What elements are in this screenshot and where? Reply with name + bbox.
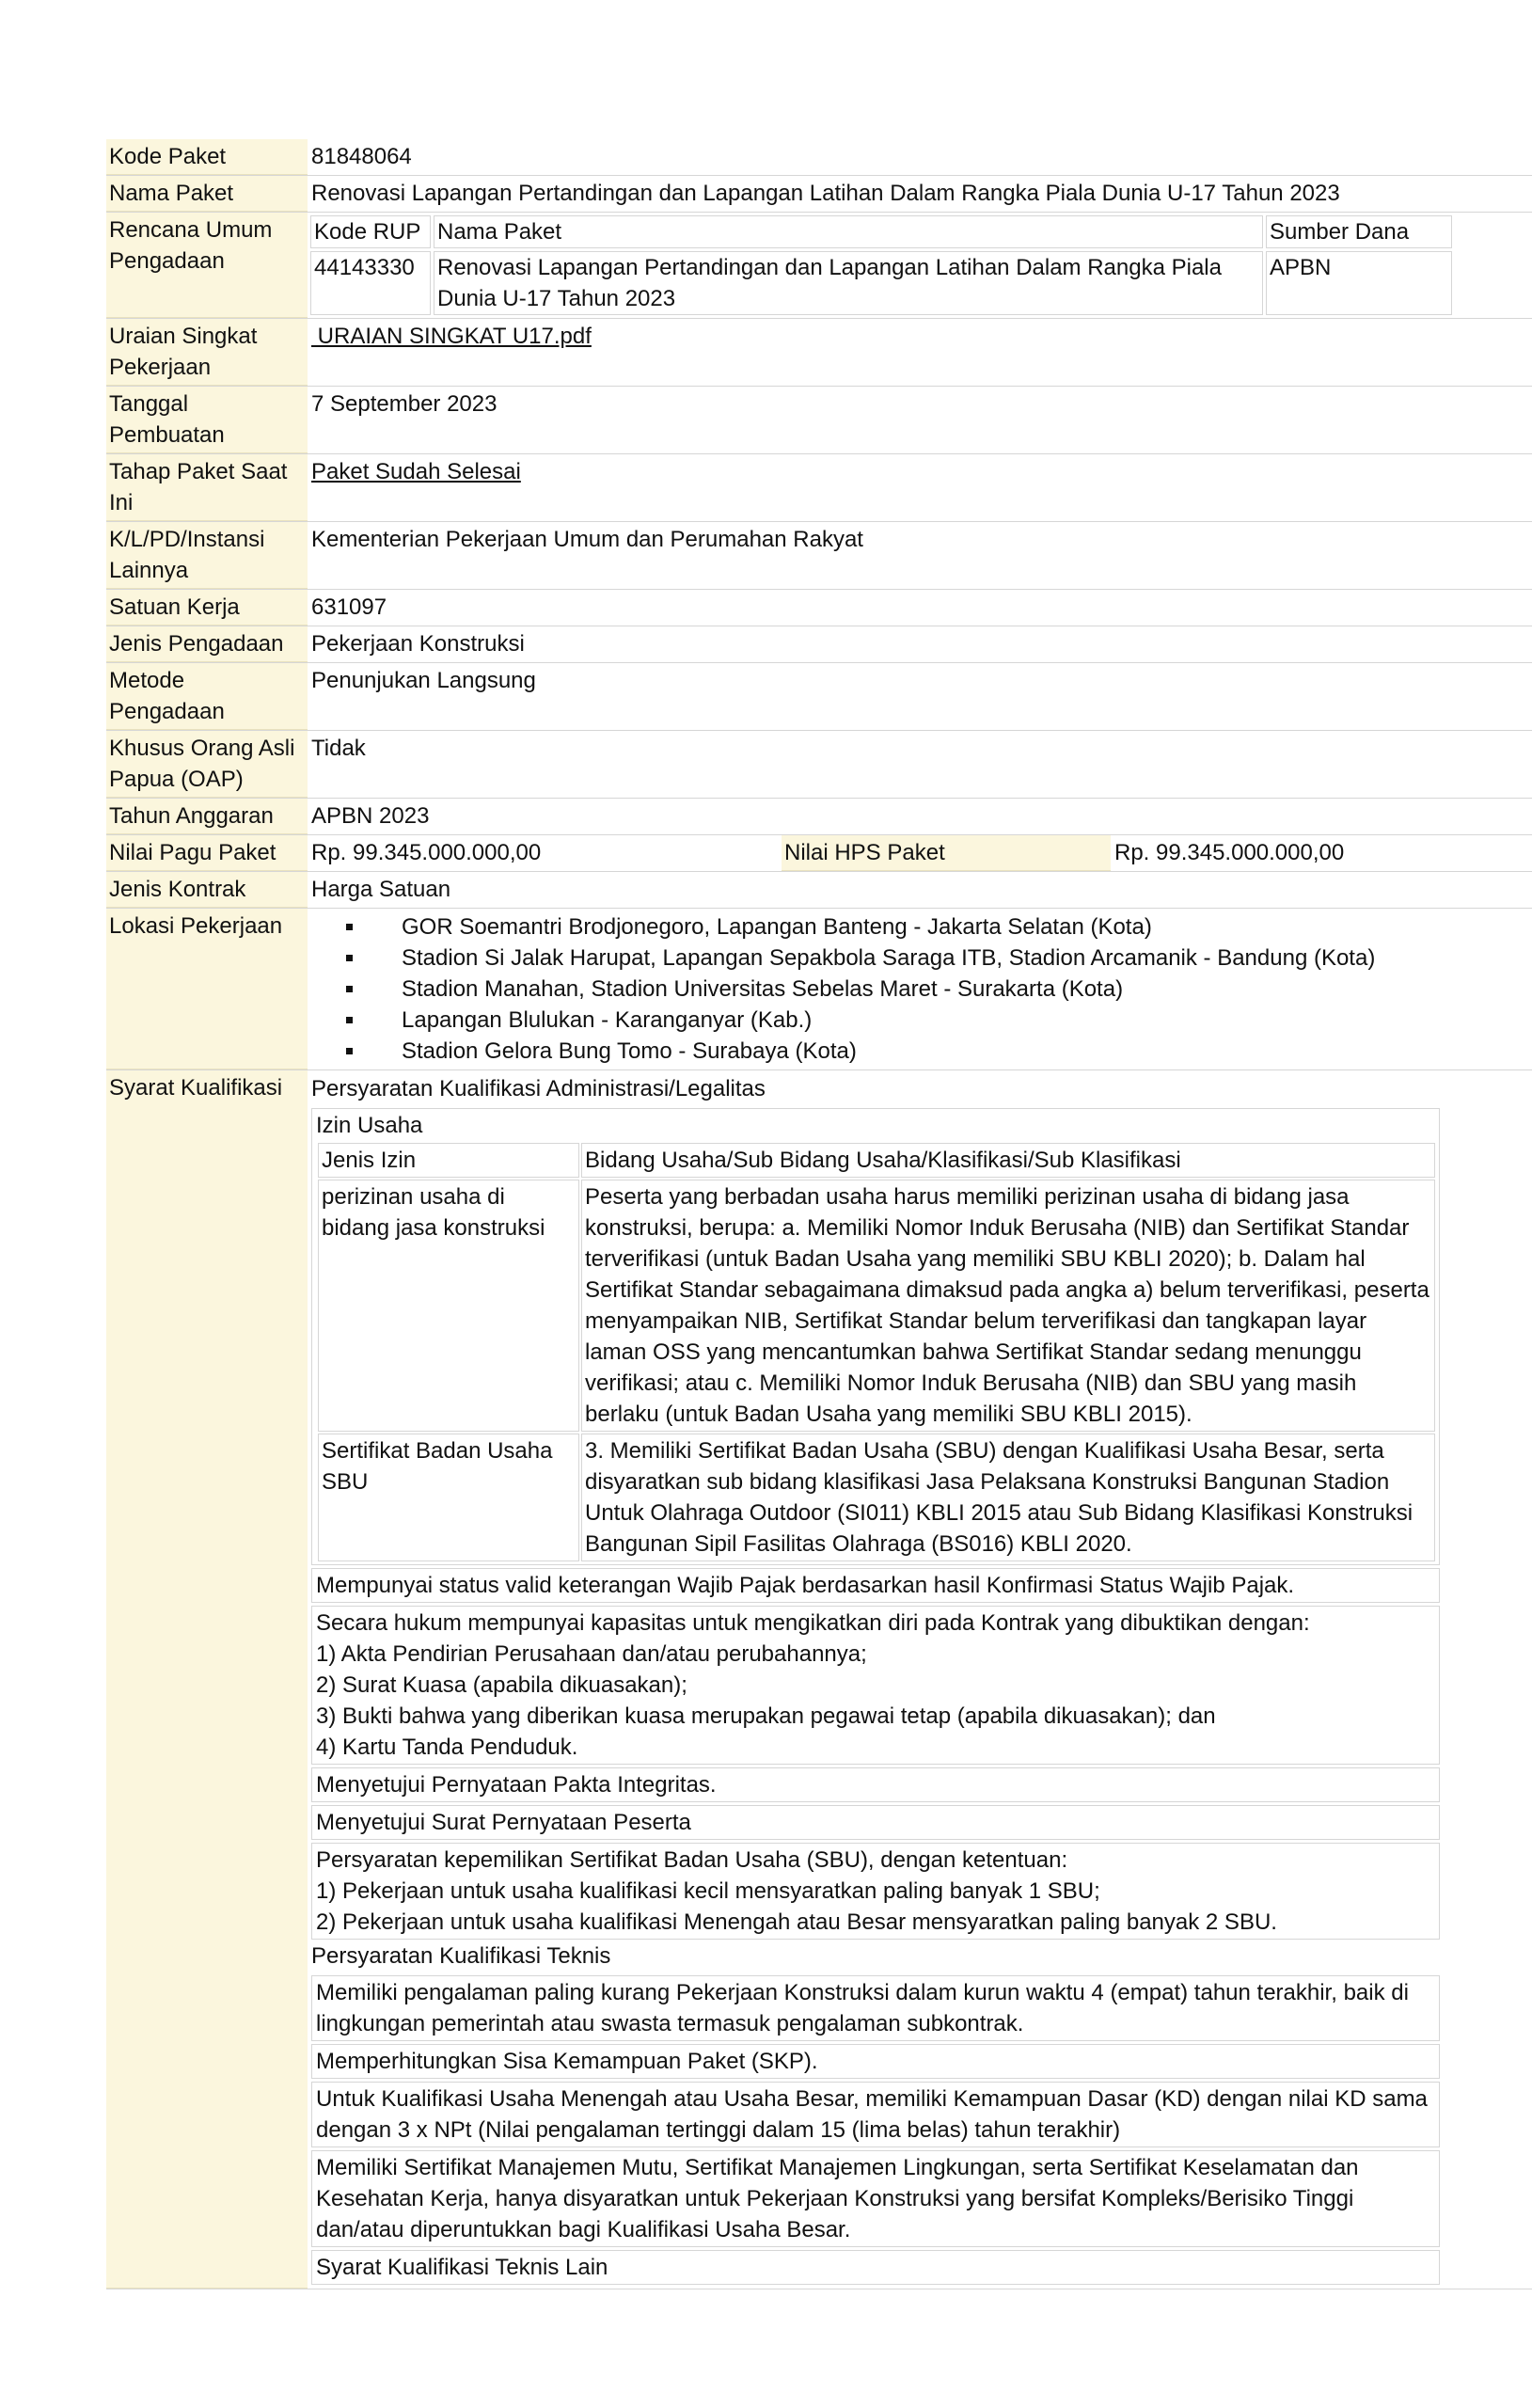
label: Nilai Pagu Paket <box>106 835 308 871</box>
hps-value: Rp. 99.345.000.000,00 <box>1114 840 1345 865</box>
label: Jenis Kontrak <box>106 872 308 908</box>
row-syarat-kualifikasi <box>106 1070 1532 2289</box>
label: Syarat Kualifikasi <box>106 1070 308 2289</box>
row-nilai-pagu <box>106 835 1532 872</box>
pagu-value: Rp. 99.345.000.000,00 <box>311 840 542 865</box>
lokasi-item: ▪ Stadion Si Jalak Harupat, Lapangan Sepakbola Saraga ITB, Stadion Arcamanik - Bandung (Kota) <box>366 943 1528 974</box>
admin-section-title: Persyaratan Kualifikasi Administrasi/Legalitas <box>311 1076 766 1101</box>
admin-item: Secara hukum mempunyai kapasitas untuk mengikatkan diri pada Kontrak yang dibuktikan dengan: 1) Akta Pendirian Perusahaan dan/atau perubahannya; 2) Surat Kuasa (apabila dikuasakan); 3) Bukti bahwa yang diberikan kuasa merupakan pegawai tetap (apabila dikuasakan); dan 4) Kartu Tanda Penduduk. <box>311 1606 1440 1765</box>
row-tahap <box>106 454 1532 522</box>
rup-header-kode: Kode RUP <box>310 215 431 248</box>
hps-label: Nilai HPS Paket <box>782 835 1111 871</box>
value: 81848064 <box>311 144 412 169</box>
izin-usaha-title: Izin Usaha <box>316 1113 423 1138</box>
lokasi-item: ▪ Stadion Manahan, Stadion Universitas Sebelas Maret - Surakarta (Kota) <box>366 974 1528 1005</box>
label: K/L/PD/Instansi Lainnya <box>106 522 308 589</box>
row-kode-paket <box>106 139 1532 176</box>
lokasi-list <box>311 911 1528 1067</box>
lokasi-item: ▪ Stadion Gelora Bung Tomo - Surabaya (Kota) <box>366 1036 1528 1067</box>
tahap-link[interactable]: Paket Sudah Selesai <box>311 459 521 484</box>
teknis-item: Memperhitungkan Sisa Kemampuan Paket (SKP). <box>311 2044 1440 2079</box>
value: Harga Satuan <box>311 877 451 902</box>
row-uraian <box>106 319 1532 387</box>
rup-table-wrap <box>308 213 1532 318</box>
teknis-item: Untuk Kualifikasi Usaha Menengah atau Usaha Besar, memiliki Kemampuan Dasar (KD) dengan nilai KD sama dengan 3 x NPt (Nilai pengalaman tertinggi dalam 15 (lima belas) tahun terakhir) <box>311 2082 1440 2147</box>
row-tanggal <box>106 387 1532 454</box>
label: Khusus Orang Asli Papua (OAP) <box>106 731 308 798</box>
rup-nama: Renovasi Lapangan Pertandingan dan Lapangan Latihan Dalam Rangka Piala Dunia U-17 Tahun 2023 <box>434 251 1263 315</box>
package-detail <box>106 139 1532 2289</box>
rup-header-nama: Nama Paket <box>434 215 1263 248</box>
label: Tahun Anggaran <box>106 799 308 834</box>
label: Nama Paket <box>106 176 308 212</box>
izin-usaha-table <box>316 1141 1437 1563</box>
rup-kode: 44143330 <box>310 251 431 315</box>
rup-sumber: APBN <box>1266 251 1452 315</box>
uraian-file-link[interactable]: URAIAN SINGKAT U17.pdf <box>311 324 592 349</box>
lokasi-item: ▪ Lapangan Blulukan - Karanganyar (Kab.) <box>366 1005 1528 1036</box>
admin-item: Persyaratan kepemilikan Sertifikat Badan Usaha (SBU), dengan ketentuan: 1) Pekerjaan untuk usaha kualifikasi kecil mensyaratkan paling banyak 1 SBU; 2) Pekerjaan untuk usaha kualifikasi Menengah atau Besar mensyaratkan paling banyak 2 SBU. <box>311 1843 1440 1940</box>
lokasi-item: ▪ GOR Soemantri Brodjonegoro, Lapangan Banteng - Jakarta Selatan (Kota) <box>366 911 1528 943</box>
value: Penunjukan Langsung <box>311 668 536 693</box>
izin-jenis: perizinan usaha di bidang jasa konstruksi <box>318 1180 579 1432</box>
row-jenis-kontrak <box>106 872 1532 909</box>
value: 7 September 2023 <box>311 391 498 417</box>
rup-table <box>308 213 1455 318</box>
row-rup <box>106 213 1532 319</box>
izin-header-jenis: Jenis Izin <box>318 1143 579 1178</box>
value: Tidak <box>311 736 366 761</box>
row-nama-paket <box>106 176 1532 213</box>
label: Kode Paket <box>106 139 308 175</box>
row-lokasi <box>106 909 1532 1070</box>
row-tahun-anggaran <box>106 799 1532 835</box>
label: Satuan Kerja <box>106 590 308 626</box>
teknis-item: Memiliki pengalaman paling kurang Pekerjaan Konstruksi dalam kurun waktu 4 (empat) tahun terakhir, baik di lingkungan pemerintah atau swasta termasuk pengalaman subkontrak. <box>311 1975 1440 2041</box>
value: 631097 <box>311 594 387 620</box>
row-metode <box>106 663 1532 731</box>
label: Lokasi Pekerjaan <box>106 909 308 1069</box>
teknis-item: Memiliki Sertifikat Manajemen Mutu, Sertifikat Manajemen Lingkungan, serta Sertifikat Keselamatan dan Kesehatan Kerja, hanya disyaratkan untuk Pekerjaan Konstruksi yang bersifat Kompleks/Berisiko Tinggi dan/atau diperuntukkan bagi Kualifikasi Usaha Besar. <box>311 2150 1440 2247</box>
value: APBN 2023 <box>311 803 430 829</box>
row-jenis-pengadaan <box>106 626 1532 663</box>
izin-jenis: Sertifikat Badan Usaha SBU <box>318 1434 579 1561</box>
izin-bidang: 3. Memiliki Sertifikat Badan Usaha (SBU) dengan Kualifikasi Usaha Besar, serta disyaratkan sub bidang klasifikasi Jasa Pelaksana Konstruksi Bangunan Stadion Untuk Olahraga Outdoor (SI011) KBLI 2015 atau Sub Bidang Klasifikasi Konstruksi Bangunan Sipil Fasilitas Olahraga (BS016) KBLI 2020. <box>581 1434 1435 1561</box>
value: Pekerjaan Konstruksi <box>311 631 525 657</box>
row-oap <box>106 731 1532 799</box>
label: Metode Pengadaan <box>106 663 308 730</box>
teknis-section-title: Persyaratan Kualifikasi Teknis <box>311 1943 611 1969</box>
izin-header-bidang: Bidang Usaha/Sub Bidang Usaha/Klasifikasi/Sub Klasifikasi <box>581 1143 1435 1178</box>
value: Kementerian Pekerjaan Umum dan Perumahan Rakyat <box>311 527 863 552</box>
row-klpd <box>106 522 1532 590</box>
izin-bidang: Peserta yang berbadan usaha harus memiliki perizinan usaha di bidang jasa konstruksi, berupa: a. Memiliki Nomor Induk Berusaha (NIB) dan Sertifikat Standar terverifikasi (untuk Badan Usaha yang memiliki SBU KBLI 2020); b. Dalam hal Sertifikat Standar sebagaimana dimaksud pada angka a) belum terverifikasi, peserta menyampaikan NIB, Sertifikat Standar belum terverifikasi dan tangkapan layar laman OSS yang mencantumkan bahwa Sertifikat Standar sedang menunggu verifikasi; atau c. Memiliki Nomor Induk Berusaha (NIB) dan SBU yang masih berlaku (untuk Badan Usaha yang memiliki SBU KBLI 2015). <box>581 1180 1435 1432</box>
admin-item: Menyetujui Surat Pernyataan Peserta <box>311 1805 1440 1840</box>
label: Tahap Paket Saat Ini <box>106 454 308 521</box>
rup-header-sumber: Sumber Dana <box>1266 215 1452 248</box>
izin-usaha-box <box>311 1108 1440 1565</box>
teknis-item: Syarat Kualifikasi Teknis Lain <box>311 2250 1440 2285</box>
label: Tanggal Pembuatan <box>106 387 308 453</box>
admin-item: Menyetujui Pernyataan Pakta Integritas. <box>311 1767 1440 1802</box>
row-satuan-kerja <box>106 590 1532 626</box>
label: Rencana Umum Pengadaan <box>106 213 308 318</box>
label: Uraian Singkat Pekerjaan <box>106 319 308 386</box>
value: Renovasi Lapangan Pertandingan dan Lapangan Latihan Dalam Rangka Piala Dunia U-17 Tahun 2023 <box>311 181 1340 206</box>
admin-item: Mempunyai status valid keterangan Wajib Pajak berdasarkan hasil Konfirmasi Status Wajib Pajak. <box>311 1568 1440 1603</box>
label: Jenis Pengadaan <box>106 626 308 662</box>
